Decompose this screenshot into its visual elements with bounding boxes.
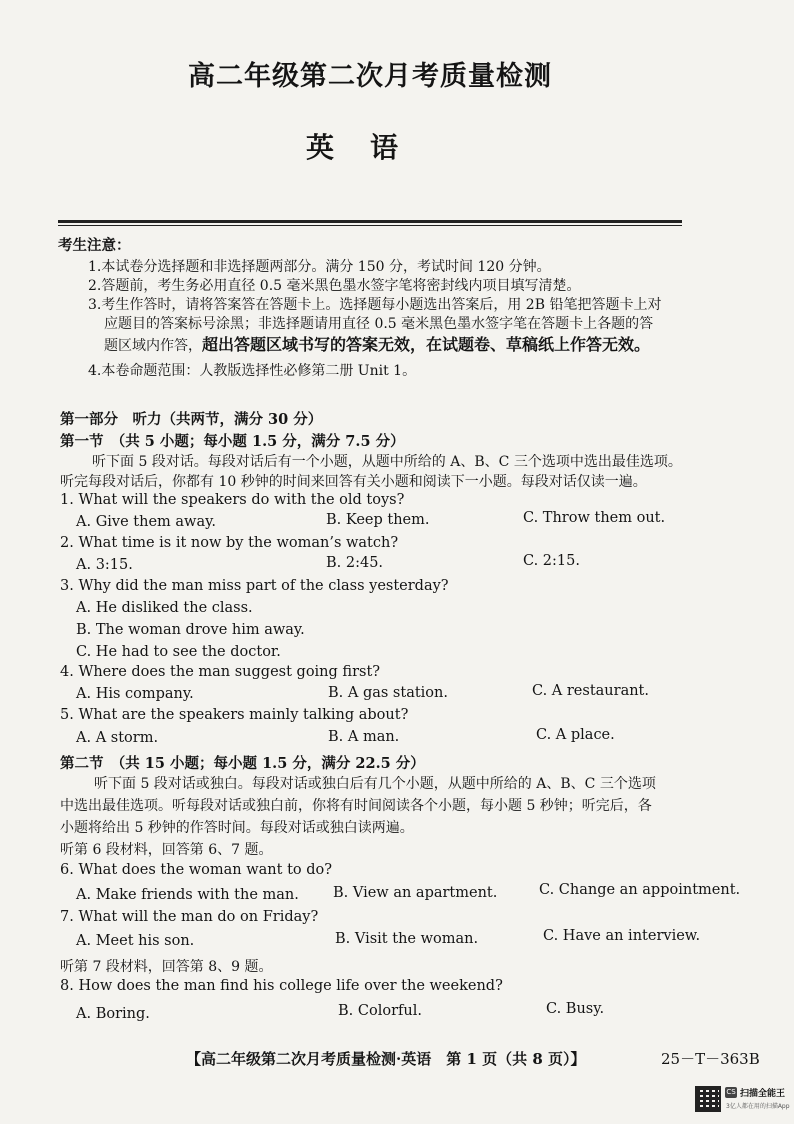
question-2-stem: 2. What time is it now by the woman’s watch?: [60, 535, 399, 551]
part1-heading: 第一部分 听力（共两节，满分 30 分）: [60, 411, 323, 428]
page-footer-label: 【高二年级第二次月考质量检测·英语 第 1 页（共 8 页）】: [186, 1050, 586, 1068]
question-3-option-b: B. The woman drove him away.: [76, 622, 305, 638]
section2-heading: 第二节 （共 15 小题；每小题 1.5 分，满分 22.5 分）: [60, 755, 425, 772]
section2-instruction-line1: 听下面 5 段对话或独白。每段对话或独白后有几个小题，从题中所给的 A、B、C 三个选项: [94, 776, 656, 792]
notice-item-3-line2: 应题目的答案标号涂黑；非选择题请用直径 0.5 毫米黑色墨水签字笔在答题卡上各题的答: [104, 316, 654, 332]
question-3-option-c: C. He had to see the doctor.: [76, 644, 281, 660]
question-7-option-b: B. Visit the woman.: [335, 931, 479, 947]
question-4-option-b: B. A gas station.: [328, 685, 448, 701]
question-7-stem: 7. What will the man do on Friday?: [60, 909, 319, 925]
question-7-option-c: C. Have an interview.: [543, 928, 701, 944]
question-2-option-a: A. 3:15.: [76, 557, 133, 573]
question-5-option-a: A. A storm.: [76, 730, 159, 746]
header-divider: [58, 220, 682, 226]
material-7-instruction: 听第 7 段材料，回答第 8、9 题。: [60, 959, 273, 975]
notice-item-3-line3: [104, 332, 650, 355]
question-7-option-a: A. Meet his son.: [76, 933, 195, 949]
question-6-stem: 6. What does the woman want to do?: [60, 862, 333, 878]
question-2-option-b: B. 2:45.: [326, 555, 384, 571]
section1-heading: 第一节 （共 5 小题；每小题 1.5 分，满分 7.5 分）: [60, 433, 405, 450]
scanner-tagline: 3亿人都在用的扫描App: [726, 1103, 790, 1110]
section1-instruction-line1: 听下面 5 段对话。每段对话后有一个小题，从题中所给的 A、B、C 三个选项中选出最佳选项。: [92, 454, 682, 470]
subject-title: 英语: [305, 131, 434, 164]
paper-code: 25－T－363B: [661, 1050, 760, 1068]
question-4-option-a: A. His company.: [76, 686, 194, 702]
notice-item-3-line3-emphasis: 超出答题区域书写的答案无效，在试题卷、草稿纸上作答无效。: [202, 335, 651, 354]
question-5-option-c: C. A place.: [536, 727, 615, 743]
question-1-option-b: B. Keep them.: [326, 512, 430, 528]
section2-instruction-line2: 中选出最佳选项。听每段对话或独白前，你将有时间阅读各个小题，每小题 5 秒钟；听完后，各: [60, 798, 652, 814]
exam-title: 高二年级第二次月考质量检测: [188, 61, 552, 92]
question-8-option-c: C. Busy.: [546, 1001, 605, 1017]
section1-instruction-line2: 听完每段对话后，你都有 10 秒钟的时间来回答有关小题和阅读下一小题。每段对话仅读一遍。: [60, 474, 647, 490]
question-8-option-a: A. Boring.: [76, 1006, 150, 1022]
question-1-option-c: C. Throw them out.: [523, 510, 666, 526]
question-6-option-b: B. View an apartment.: [333, 885, 498, 901]
question-3-stem: 3. Why did the man miss part of the class yesterday?: [60, 578, 449, 594]
question-6-option-c: C. Change an appointment.: [539, 882, 741, 898]
material-6-instruction: 听第 6 段材料，回答第 6、7 题。: [60, 842, 273, 858]
question-5-stem: 5. What are the speakers mainly talking about?: [60, 707, 409, 723]
question-4-stem: 4. Where does the man suggest going first?: [60, 664, 381, 680]
scanner-app-name: 扫描全能王: [740, 1089, 786, 1099]
question-8-option-b: B. Colorful.: [338, 1003, 422, 1019]
question-2-option-c: C. 2:15.: [523, 553, 580, 569]
qr-code-icon: [695, 1086, 721, 1112]
notice-item-3-line1: 3.考生作答时，请将答案答在答题卡上。选择题每小题选出答案后，用 2B 铅笔把答题卡上对: [88, 297, 662, 313]
question-1-stem: 1. What will the speakers do with the old toys?: [60, 492, 405, 508]
question-5-option-b: B. A man.: [328, 729, 400, 745]
notice-item-2: 2.答题前，考生务必用直径 0.5 毫米黑色墨水签字笔将密封线内项目填写清楚。: [88, 278, 581, 294]
notice-item-4: 4.本卷命题范围：人教版选择性必修第二册 Unit 1。: [88, 363, 417, 379]
notice-item-1: 1.本试卷分选择题和非选择题两部分。满分 150 分，考试时间 120 分钟。: [88, 259, 551, 275]
question-3-option-a: A. He disliked the class.: [76, 600, 253, 616]
notice-heading: 考生注意：: [58, 237, 131, 254]
question-6-option-a: A. Make friends with the man.: [76, 887, 299, 903]
notice-item-3-line3-normal: 题区域内作答，: [104, 338, 202, 354]
scanner-logo-icon: CS: [726, 1088, 736, 1096]
question-1-option-a: A. Give them away.: [76, 514, 216, 530]
question-8-stem: 8. How does the man find his college life over the weekend?: [60, 978, 503, 994]
section2-instruction-line3: 小题将给出 5 秒钟的作答时间。每段对话或独白读两遍。: [60, 820, 414, 836]
question-4-option-c: C. A restaurant.: [532, 683, 649, 699]
